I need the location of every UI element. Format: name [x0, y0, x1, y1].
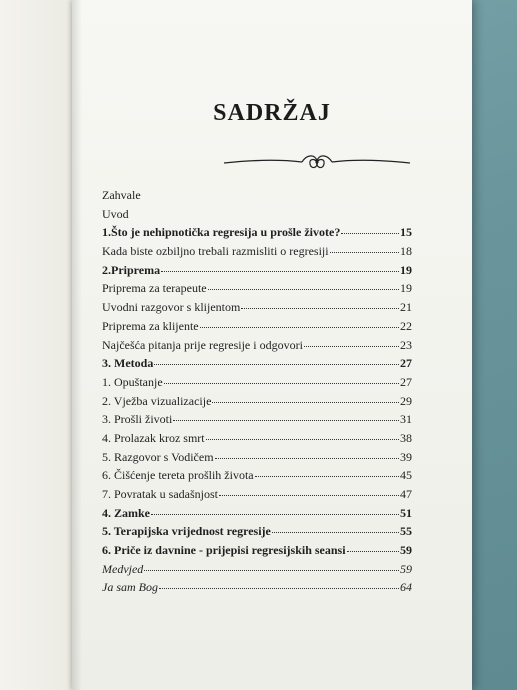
toc-leader-dots: [206, 429, 399, 440]
toc-entry-label: 2.Priprema: [102, 262, 161, 277]
toc-row: [102, 580, 412, 599]
toc-entry-label: Kada biste ozbiljno trebali razmisliti o regresiji: [102, 244, 329, 259]
toc-page-number: 27: [400, 356, 412, 371]
toc-leader-dots: [272, 522, 399, 533]
toc-row: [102, 188, 412, 207]
toc-entry-label: Medvjed: [102, 561, 144, 576]
toc-entry-label: 1.Što je nehipnotička regresija u prošle živote?: [102, 225, 341, 240]
toc-entry-label: 3. Metoda: [102, 356, 154, 371]
toc-page-number: 27: [400, 374, 412, 389]
toc-entry-label: Uvod: [102, 206, 129, 221]
table-of-contents: [102, 188, 412, 599]
toc-leader-dots: [304, 336, 399, 347]
toc-entry-label: Uvodni razgovor s klijentom: [102, 300, 241, 315]
toc-leader-dots: [173, 410, 399, 421]
toc-page-number: 38: [400, 430, 412, 445]
toc-page-number: 19: [400, 281, 412, 296]
toc-entry-label: 1. Opuštanje: [102, 374, 163, 389]
toc-page-number: 64: [400, 580, 412, 595]
toc-leader-dots: [144, 560, 399, 571]
toc-page-number: 47: [400, 487, 412, 501]
toc-page-number: 29: [400, 393, 412, 408]
toc-page-number: 15: [400, 225, 412, 240]
toc-page-number: 51: [400, 505, 412, 520]
toc-page-number: 59: [400, 561, 412, 576]
toc-leader-dots: [241, 298, 399, 309]
toc-entry-label: 4. Zamke: [102, 505, 150, 520]
toc-page-number: 59: [400, 543, 412, 558]
toc-entry-label: Priprema za klijente: [102, 318, 199, 333]
toc-entry-label: 5. Razgovor s Vodičem: [102, 449, 214, 464]
toc-entry-label: 3. Prošli životi: [102, 412, 173, 427]
page-title: SADRŽAJ: [213, 100, 331, 126]
toc-entry-label: Najčešća pitanja prije regresije i odgovori: [102, 337, 303, 352]
toc-leader-dots: [219, 485, 399, 496]
toc-leader-dots: [164, 373, 399, 384]
toc-page-number: 39: [400, 449, 412, 464]
toc-page-number: 21: [400, 300, 412, 315]
toc-leader-dots: [200, 317, 399, 328]
toc-entry-label: 6. Priče iz davnine - prijepisi regresijskih seansi: [102, 543, 346, 558]
toc-entry-label: 4. Prolazak kroz smrt: [102, 430, 205, 445]
toc-leader-dots: [208, 279, 399, 290]
toc-entry-label: Zahvale: [102, 188, 141, 202]
toc-entry-label: 6. Čišćenje tereta prošlih života: [102, 468, 254, 483]
toc-leader-dots: [212, 392, 399, 403]
toc-leader-dots: [330, 242, 399, 253]
toc-leader-dots: [159, 578, 399, 589]
toc-leader-dots: [215, 448, 399, 459]
toc-leader-dots: [341, 223, 399, 234]
toc-page-number: 23: [400, 337, 412, 352]
toc-leader-dots: [151, 504, 399, 515]
flourish-ornament-icon: [222, 150, 412, 176]
toc-entry-label: 7. Povratak u sadašnjost: [102, 487, 218, 501]
toc-leader-dots: [161, 261, 399, 272]
toc-page-number: 31: [400, 412, 412, 427]
toc-page-number: 18: [400, 244, 412, 259]
toc-leader-dots: [154, 354, 399, 365]
toc-entry-label: 5. Terapijska vrijednost regresije: [102, 524, 271, 539]
toc-page-number: 55: [400, 524, 412, 539]
toc-entry-label: Ja sam Bog: [102, 580, 158, 595]
toc-leader-dots: [347, 541, 399, 552]
toc-page-number: 19: [400, 262, 412, 277]
toc-page-number: 45: [400, 468, 412, 483]
toc-leader-dots: [255, 466, 399, 477]
toc-entry-label: Priprema za terapeute: [102, 281, 207, 296]
toc-entry-label: 2. Vježba vizualizacije: [102, 393, 212, 408]
toc-page-number: 22: [400, 318, 412, 333]
